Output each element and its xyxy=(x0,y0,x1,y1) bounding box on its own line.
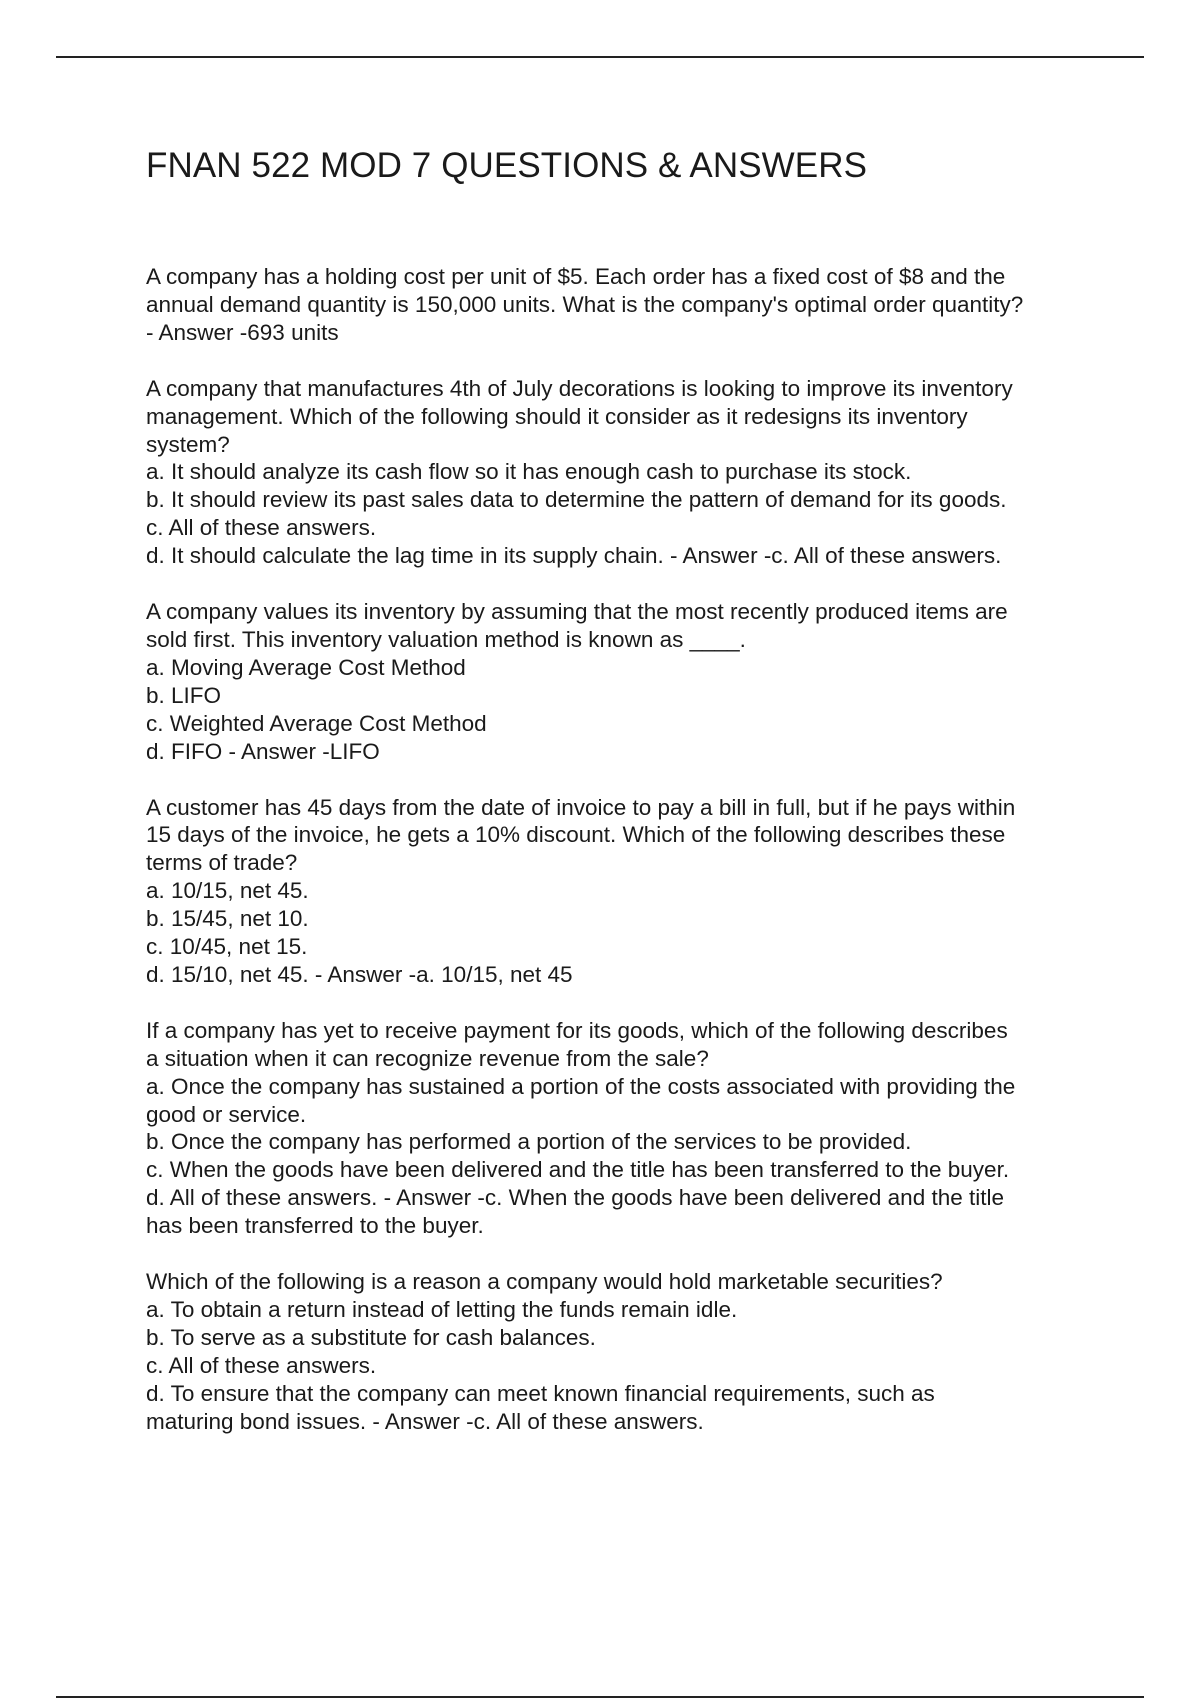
question-text-line: c. 10/45, net 15. xyxy=(146,934,308,960)
question-text-line: good or service. xyxy=(146,1101,307,1127)
question-block xyxy=(146,1268,1096,1435)
bottom-rule xyxy=(56,1696,1144,1698)
question-text-line: b. LIFO xyxy=(146,682,222,708)
question-text-line: A company values its inventory by assuming that the most recently produced items are xyxy=(146,599,1008,625)
question-text-line: A company that manufactures 4th of July decorations is looking to improve its inventory xyxy=(146,375,1013,401)
question-text-line: system? xyxy=(146,431,230,457)
question-text-line: a. Moving Average Cost Method xyxy=(146,654,466,680)
question-text-line: - Answer -693 units xyxy=(146,319,339,345)
question-text-line: Which of the following is a reason a company would hold marketable securities? xyxy=(146,1269,943,1295)
question-text-line: c. When the goods have been delivered and the title has been transferred to the buyer. xyxy=(146,1157,1010,1183)
question-text-line: c. Weighted Average Cost Method xyxy=(146,710,487,736)
question-text-line: d. All of these answers. - Answer -c. When the goods have been delivered and the title xyxy=(146,1185,1004,1211)
document-title: FNAN 522 MOD 7 QUESTIONS & ANSWERS xyxy=(146,146,868,185)
question-text-line: d. To ensure that the company can meet known financial requirements, such as xyxy=(146,1380,935,1406)
question-block xyxy=(146,794,1096,989)
question-text-line: maturing bond issues. - Answer -c. All of these answers. xyxy=(146,1408,704,1434)
question-text-line: d. It should calculate the lag time in its supply chain. - Answer -c. All of these answers. xyxy=(146,543,1002,569)
question-text-line: b. To serve as a substitute for cash balances. xyxy=(146,1324,596,1350)
question-text-line: annual demand quantity is 150,000 units. What is the company's optimal order quantity? xyxy=(146,291,1024,317)
question-text-line: management. Which of the following should it consider as it redesigns its inventory xyxy=(146,403,968,429)
question-text-line: b. Once the company has performed a portion of the services to be provided. xyxy=(146,1129,912,1155)
question-text-line: a. To obtain a return instead of letting the funds remain idle. xyxy=(146,1297,738,1322)
question-block xyxy=(146,1017,1096,1240)
question-block xyxy=(146,263,1096,347)
question-text-line: terms of trade? xyxy=(146,850,298,876)
question-text-line: d. 15/10, net 45. - Answer -a. 10/15, net 45 xyxy=(146,961,573,987)
question-block xyxy=(146,598,1096,765)
question-text-line: a. 10/15, net 45. xyxy=(146,878,309,904)
question-text-line: b. It should review its past sales data to determine the pattern of demand for its goods. xyxy=(146,487,1007,513)
question-text-line: c. All of these answers. xyxy=(146,1352,377,1378)
question-text-line: b. 15/45, net 10. xyxy=(146,906,309,932)
question-text-line: c. All of these answers. xyxy=(146,515,377,541)
question-text-line: a. Once the company has sustained a portion of the costs associated with providing the xyxy=(146,1073,1016,1099)
question-text-line: A customer has 45 days from the date of invoice to pay a bill in full, but if he pays within xyxy=(146,794,1016,820)
question-block xyxy=(146,375,1096,570)
question-list xyxy=(146,263,1096,1436)
question-text-line: sold first. This inventory valuation method is known as ____. xyxy=(146,626,746,652)
question-text-line: d. FIFO - Answer -LIFO xyxy=(146,738,380,764)
question-text-line: a. It should analyze its cash flow so it has enough cash to purchase its stock. xyxy=(146,459,912,485)
question-text-line: has been transferred to the buyer. xyxy=(146,1213,484,1239)
question-text-line: If a company has yet to receive payment for its goods, which of the following describes xyxy=(146,1017,1008,1043)
document-body xyxy=(146,142,1096,1464)
top-rule xyxy=(56,56,1144,58)
question-text-line: 15 days of the invoice, he gets a 10% discount. Which of the following describes these xyxy=(146,822,1006,848)
question-text-line: a situation when it can recognize revenue from the sale? xyxy=(146,1045,709,1071)
question-text-line: A company has a holding cost per unit of $5. Each order has a fixed cost of $8 and the xyxy=(146,264,1006,289)
